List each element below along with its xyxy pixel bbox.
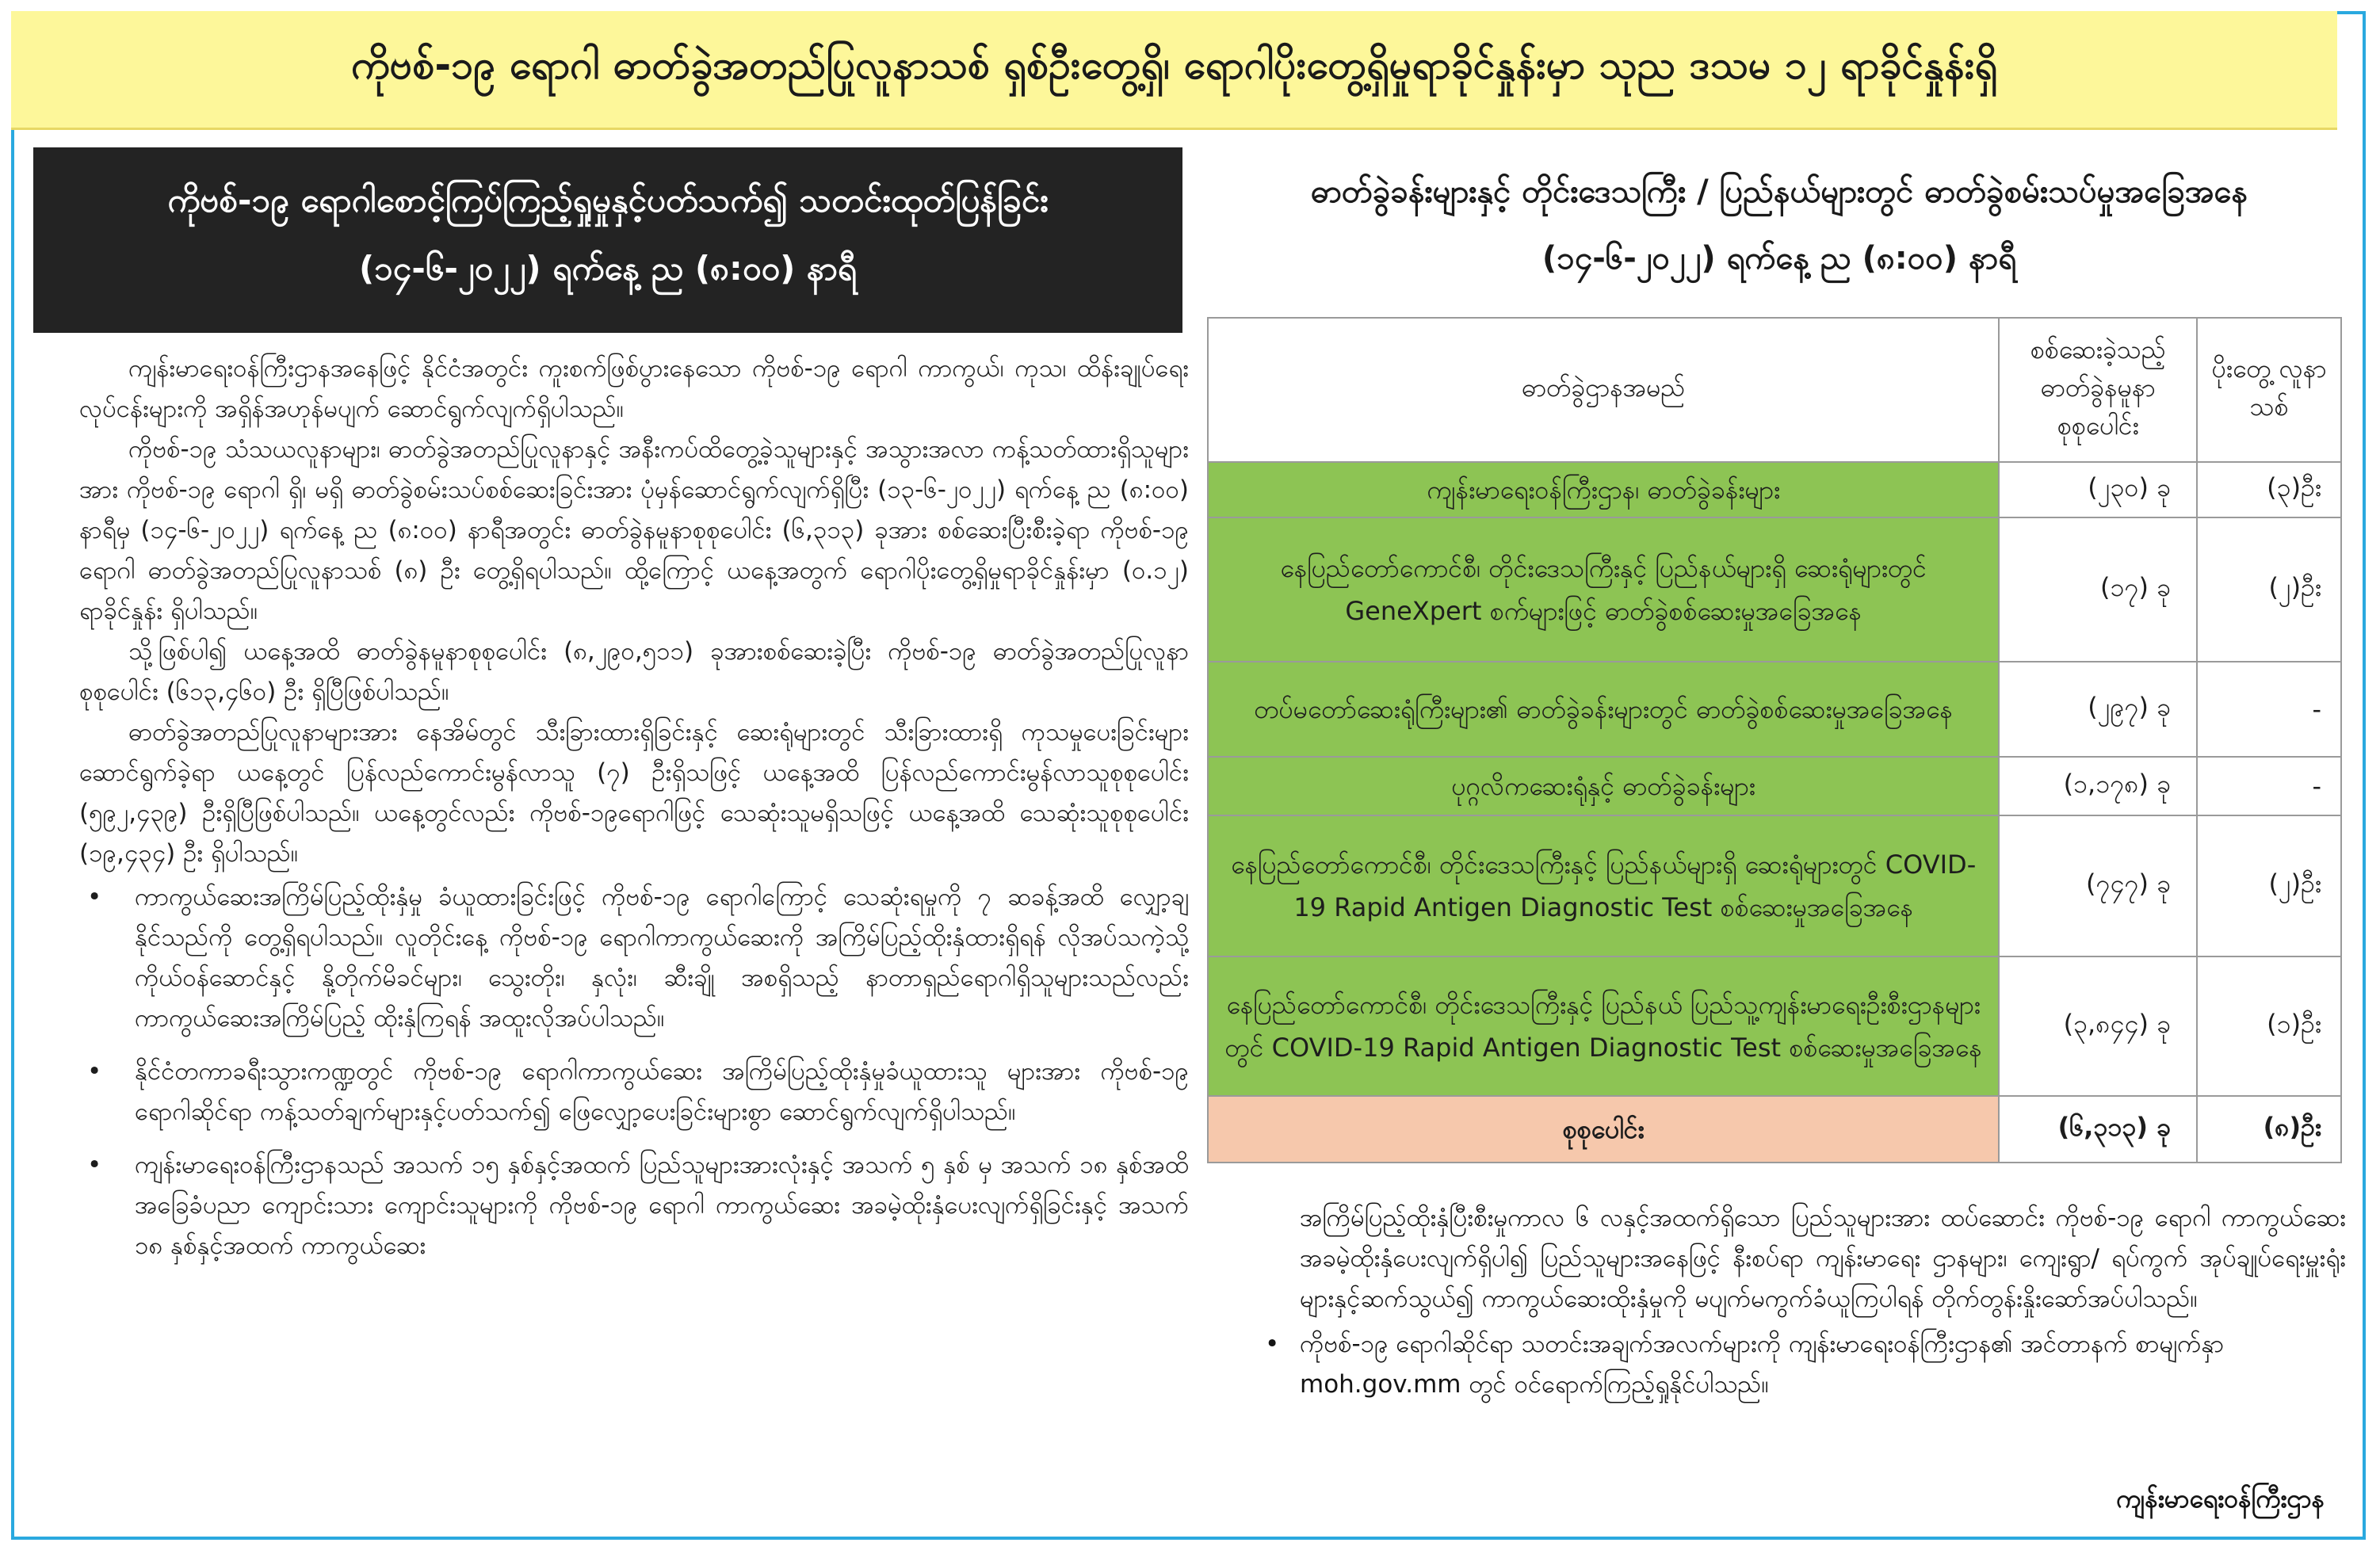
right-section-heading — [1217, 158, 2342, 292]
header-tests-total: စစ်ဆေးခဲ့သည့် ဓာတ်ခွဲနမူနာ စုစုပေါင်း — [1999, 318, 2197, 462]
bullet-item — [1265, 1324, 2346, 1405]
positive-cell: (၃)ဦး — [2197, 462, 2341, 517]
lab-name-cell: နေပြည်တော်ကောင်စီ၊ တိုင်းဒေသကြီးနှင့် ပြည်နယ်များရှိ ဆေးရုံများတွင် GeneXpert စက်များဖြင့် ဓာတ်ခွဲစစ်ဆေးမှုအခြေအနေ — [1208, 517, 1999, 662]
table-total-row — [1208, 1096, 2341, 1163]
bullet-icon: • — [1265, 1330, 1280, 1358]
tests-cell: (၇၄၇) ခု — [1999, 815, 2197, 956]
bullet-item — [87, 1052, 1189, 1132]
bullet-text: ကိုဗစ်-၁၉ ရောဂါဆိုင်ရာ သတင်းအချက်အလက်များကို ကျန်းမာရေးဝန်ကြီးဌာန၏ အင်တာနက် စာမျက်နှာ moh.gov.mm တွင် ဝင်ရောက်ကြည့်ရှုနိုင်ပါသည်။ — [1300, 1330, 2225, 1399]
right-heading-title: ဓာတ်ခွဲခန်းများနှင့် တိုင်းဒေသကြီး / ပြည်နယ်များတွင် ဓာတ်ခွဲစမ်းသပ်မှုအခြေအနေ — [1310, 174, 2248, 210]
left-section-body — [79, 349, 1189, 1529]
tests-cell: (၁,၁၇၈) ခု — [1999, 757, 2197, 815]
bullet-item — [87, 877, 1189, 1039]
header-lab-name: ဓာတ်ခွဲဌာနအမည် — [1208, 318, 1999, 462]
total-label-cell: စုစုပေါင်း — [1208, 1096, 1999, 1163]
paragraph: ဓာတ်ခွဲအတည်ပြုလူနာများအား နေအိမ်တွင် သီးခြားထားရှိခြင်းနှင့် ဆေးရုံများတွင် သီးခြားထားရှိ ကုသမှုပေးခြင်းများ ဆောင်ရွက်ခဲ့ရာ ယနေ့တွင် ပြန်လည်ကောင်းမွန်လာသူ (၇) ဦးရှိသဖြင့် ယနေ့အထိ ပြန်လည်ကောင်းမွန်လာသူစုစုပေါင်း (၅၉၂,၄၃၉) ဦးရှိပြီဖြစ်ပါသည်။ ယနေ့တွင်လည်း ကိုဗစ်-၁၉ရောဂါဖြင့် သေဆုံးသူမရှိသဖြင့် ယနေ့အထိ သေဆုံးသူစုစုပေါင်း (၁၉,၄၃၄) ဦး ရှိပါသည်။ — [79, 718, 1189, 868]
paragraph: ကိုဗစ်-၁၉ သံသယလူနာများ၊ ဓာတ်ခွဲအတည်ပြုလူနာနှင့် အနီးကပ်ထိတွေ့ခဲ့သူများနှင့် အသွားအလာ ကန့်သတ်ထားရှိသူများအား ကိုဗစ်-၁၉ ရောဂါ ရှိ၊ မရှိ ဓာတ်ခွဲစမ်းသပ်စစ်ဆေးခြင်းအား ပုံမှန်ဆောင်ရွက်လျက်ရှိပြီး (၁၃-၆-၂၀၂၂) ရက်နေ့ ည (၈:၀၀) နာရီမှ (၁၄-၆-၂၀၂၂) ရက်နေ့ ည (၈:၀၀) နာရီအတွင်း ဓာတ်ခွဲနမူနာစုစုပေါင်း (၆,၃၁၃) ခုအား စစ်ဆေးပြီးစီးခဲ့ရာ ကိုဗစ်-၁၉ ရောဂါ ဓာတ်ခွဲအတည်ပြုလူနာသစ် (၈) ဦး တွေ့ရှိရပါသည်။ ထို့ကြောင့် ယနေ့အတွက် ရောဂါပိုးတွေ့ရှိမှုရာခိုင်နှုန်းမှာ (၀.၁၂) ရာခိုင်နှုန်း ရှိပါသည်။ — [79, 435, 1189, 625]
tests-cell: (၂၃၀) ခု — [1999, 462, 2197, 517]
bullet-icon: • — [87, 883, 102, 911]
left-section-heading — [33, 147, 1182, 333]
bullet-text: နိုင်ငံတကာခရီးသွားကဏ္ဍတွင် ကိုဗစ်-၁၉ ရောဂါကာကွယ်ဆေး အကြိမ်ပြည့်ထိုးနှံမှုခံယူထားသူ များအား ကိုဗစ်-၁၉ ရောဂါဆိုင်ရာ ကန့်သတ်ချက်များနှင့်ပတ်သက်၍ ဖြေလျှော့ပေးခြင်းများစွာ ဆောင်ရွက်လျက်ရှိပါသည်။ — [135, 1057, 1189, 1126]
lab-name-cell: ကျန်းမာရေးဝန်ကြီးဌာန၊ ဓာတ်ခွဲခန်းများ — [1208, 462, 1999, 517]
bullet-text: ကျန်းမာရေးဝန်ကြီးဌာနသည် အသက် ၁၅ နှစ်နှင့်အထက် ပြည်သူများအားလုံးနှင့် အသက် ၅ နှစ် မှ အသက် ၁၈ နှစ်အထိ အခြေခံပညာ ကျောင်းသား ကျောင်းသူများကို ကိုဗစ်-၁၉ ရောဂါ ကာကွယ်ဆေး အခမဲ့ထိုးနှံပေးလျက်ရှိခြင်းနှင့် အသက် ၁၈ နှစ်နှင့်အထက် ကာကွယ်ဆေး — [135, 1151, 1189, 1260]
positive-cell: (၂)ဦး — [2197, 815, 2341, 956]
headline-text: ကိုဗစ်-၁၉ ရောဂါ ဓာတ်ခွဲအတည်ပြုလူနာသစ် ရှစ်ဦးတွေ့ရှိ၊ ရောဂါပိုးတွေ့ရှိမှုရာခိုင်နှုန်းမှာ သုည ဒသမ ၁၂ ရာခိုင်နှုန်းရှိ — [350, 42, 1998, 88]
right-section-body — [1265, 1198, 2346, 1405]
paragraph: ကျန်းမာရေးဝန်ကြီးဌာနအနေဖြင့် နိုင်ငံအတွင်း ကူးစက်ဖြစ်ပွားနေသော ကိုဗစ်-၁၉ ရောဂါ ကာကွယ်၊ ကုသ၊ ထိန်းချုပ်ရေးလုပ်ငန်းများကို အရှိန်အဟုန်မပျက် ဆောင်ရွက်လျက်ရှိပါသည်။ — [79, 354, 1189, 423]
bullet-icon: • — [87, 1151, 102, 1179]
positive-cell: (၂)ဦး — [2197, 517, 2341, 662]
bullet-item — [87, 1145, 1189, 1266]
lab-name-cell: နေပြည်တော်ကောင်စီ၊ တိုင်းဒေသကြီးနှင့် ပြည်နယ်များရှိ ဆေးရုံများတွင် COVID-19 Rapid Antigen Diagnostic Test စစ်ဆေးမှုအခြေအနေ — [1208, 815, 1999, 956]
table-row — [1208, 662, 2341, 757]
lab-results-table — [1207, 317, 2342, 1163]
left-heading-title: ကိုဗစ်-၁၉ ရောဂါစောင့်ကြပ်ကြည့်ရှုမှုနှင့်ပတ်သက်၍ သတင်းထုတ်ပြန်ခြင်း — [167, 181, 1049, 220]
lab-name-cell: တပ်မတော်ဆေးရုံကြီးများ၏ ဓာတ်ခွဲခန်းများတွင် ဓာတ်ခွဲစစ်ဆေးမှုအခြေအနေ — [1208, 662, 1999, 757]
table-header-row — [1208, 318, 2341, 462]
table-row — [1208, 956, 2341, 1096]
tests-cell: (၃,၈၄၄) ခု — [1999, 956, 2197, 1096]
paragraph: သို့ဖြစ်ပါ၍ ယနေ့အထိ ဓာတ်ခွဲနမူနာစုစုပေါင်း (၈,၂၉၀,၅၁၁) ခုအားစစ်ဆေးခဲ့ပြီး ကိုဗစ်-၁၉ ဓာတ်ခွဲအတည်ပြုလူနာစုစုပေါင်း (၆၁၃,၄၆၀) ဦး ရှိပြီဖြစ်ပါသည်။ — [79, 637, 1189, 706]
tests-cell: (၂၉၇) ခု — [1999, 662, 2197, 757]
signature: ကျန်းမာရေးဝန်ကြီးဌာန — [2115, 1483, 2325, 1514]
positive-cell: (၁)ဦး — [2197, 956, 2341, 1096]
tests-cell: (၁၇) ခု — [1999, 517, 2197, 662]
right-heading-date: (၁၄-၆-၂၀၂၂) ရက်နေ့ ည (၈:၀၀) နာရီ — [1541, 240, 2017, 277]
header-new-positive: ပိုးတွေ့ လူနာသစ် — [2197, 318, 2341, 462]
table-row — [1208, 815, 2341, 956]
positive-cell: - — [2197, 662, 2341, 757]
bullet-icon: • — [87, 1057, 102, 1086]
positive-cell: - — [2197, 757, 2341, 815]
table-row — [1208, 517, 2341, 662]
table-row — [1208, 757, 2341, 815]
bullet-list — [79, 877, 1189, 1266]
lab-name-cell: ပုဂ္ဂလိကဆေးရုံနှင့် ဓာတ်ခွဲခန်းများ — [1208, 757, 1999, 815]
total-positive-cell: (၈)ဦး — [2197, 1096, 2341, 1163]
paragraph: အကြိမ်ပြည့်ထိုးနှံပြီးစီးမှုကာလ ၆ လနှင့်အထက်ရှိသော ပြည်သူများအား ထပ်ဆောင်း ကိုဗစ်-၁၉ ရောဂါ ကာကွယ်ဆေး အခမဲ့ထိုးနှံပေးလျက်ရှိပါ၍ ပြည်သူများအနေဖြင့် နီးစပ်ရာ ကျန်းမာရေး ဌာနများ၊ ကျေးရွာ/ ရပ်ကွက် အုပ်ချုပ်ရေးမှူးရုံးများနှင့်ဆက်သွယ်၍ ကာကွယ်ဆေးထိုးနှံမှုကို မပျက်မကွက်ခံယူကြပါရန် တိုက်တွန်းနှိုးဆော်အပ်ပါသည်။ — [1300, 1204, 2346, 1313]
table-row — [1208, 462, 2341, 517]
headline-banner — [11, 11, 2337, 130]
lab-name-cell: နေပြည်တော်ကောင်စီ၊ တိုင်းဒေသကြီးနှင့် ပြည်နယ် ပြည်သူ့ကျန်းမာရေးဦးစီးဌာနများတွင် COVID-19 Rapid Antigen Diagnostic Test စစ်ဆေးမှုအခြေအနေ — [1208, 956, 1999, 1096]
total-tests-cell: (၆,၃၁၃) ခု — [1999, 1096, 2197, 1163]
bullet-text: ကာကွယ်ဆေးအကြိမ်ပြည့်ထိုးနှံမှု ခံယူထားခြင်းဖြင့် ကိုဗစ်-၁၉ ရောဂါကြောင့် သေဆုံးရမှုကို ၇ ဆခန့်အထိ လျှော့ချနိုင်သည်ကို တွေ့ရှိရပါသည်။ လူတိုင်းနေ့ ကိုဗစ်-၁၉ ရောဂါကာကွယ်ဆေးကို အကြိမ်ပြည့်ထိုးနှံထားရှိရန် လိုအပ်သကဲ့သို့ ကိုယ်ဝန်ဆောင်နှင့် နို့တိုက်မိခင်များ၊ သွေးတိုး၊ နှလုံး၊ ဆီးချို အစရှိသည့် နာတာရှည်ရောဂါရှိသူများသည်လည်း ကာကွယ်ဆေးအကြိမ်ပြည့် ထိုးနှံကြရန် အထူးလိုအပ်ပါသည်။ — [135, 883, 1189, 1033]
left-heading-date: (၁၄-၆-၂၀၂၂) ရက်နေ့ ည (၈:၀၀) နာရီ — [358, 249, 858, 288]
